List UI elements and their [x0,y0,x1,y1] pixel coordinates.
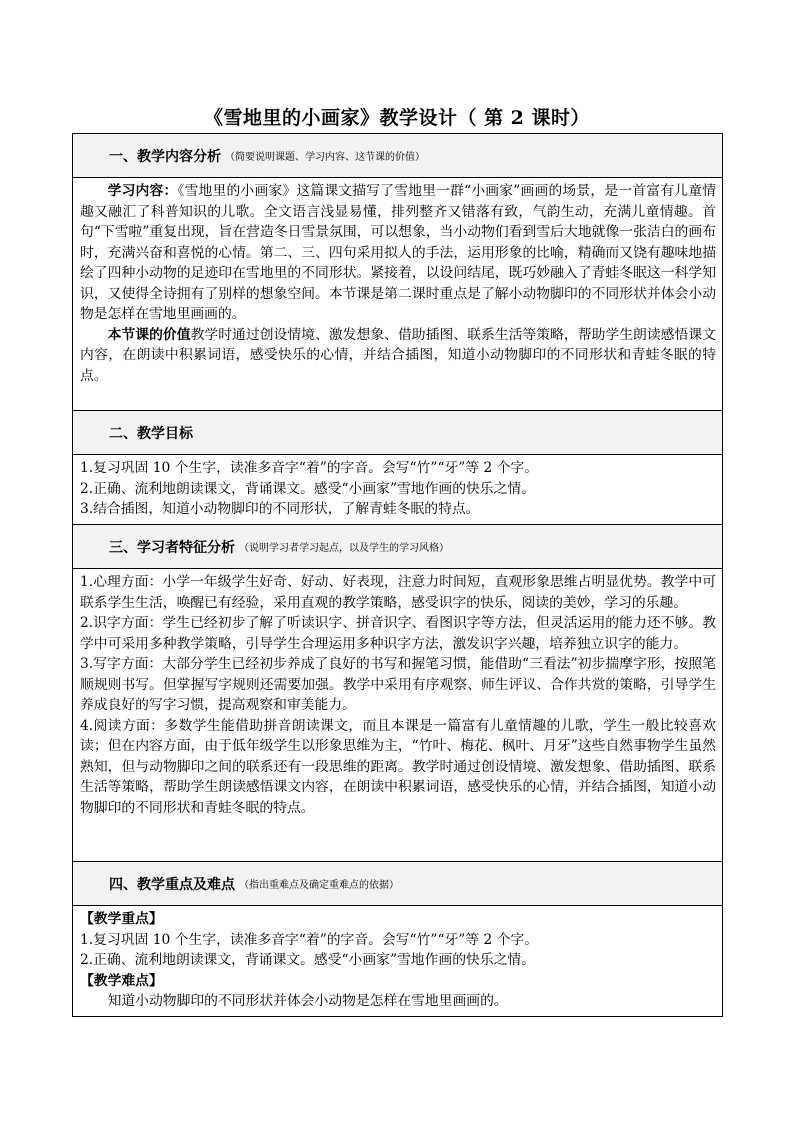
learner-item: 3.写字方面：大部分学生已经初步养成了良好的书写和握笔习惯，能借助“三看法”初步揣摩字形，按照笔顺规则书写。但掌握写字规则还需要加强。教学中采用有序观察、师生评议、合作共赏的策略，引导学生养成良好的写字习惯，提高观察和审美能力。 [80,656,716,713]
section-3-body [73,569,722,862]
content-label: 学习内容： [107,183,178,199]
section-4-heading: 四、教学重点及难点 [109,876,235,893]
section-4-note: （指出重难点及确定重难点的依据） [239,880,399,891]
difficult-points-label: 【教学难点】 [80,972,163,989]
difficult-point-text: 知道小动物脚印的不同形状并体会小动物是怎样在雪地里画画的。 [107,993,508,1009]
value-label: 本节课的价值 [107,326,191,343]
goal-item: 3.结合插图，知道小动物脚印的不同形状，了解青蛙冬眠的特点。 [80,501,480,517]
learner-item: 2.识字方面：学生已经初步了解了听读识字、拼音识字、看图识字等方法，但灵活运用的能力还不够。教学中可采用多种教学策略，引导学生合理运用多种识字方法，激发识字兴趣，培养独立识字的能力。 [80,615,716,652]
learner-item: 1.心理方面：小学一年级学生好奇、好动、好表现，注意力时间短，直观形象思维占明显优势。教学中可联系学生生活，唤醒已有经验，采用直观的教学策略，感受识字的快乐，阅读的美妙，学习的乐趣。 [80,574,716,611]
section-1-header [73,134,722,178]
key-point-item: 2.正确、流利地朗读课文，背诵课文。感受“小画家”雪地作画的快乐之情。 [80,952,535,968]
lesson-plan-table [72,133,723,1017]
section-2-body [73,455,722,525]
content-text: 《雪地里的小画家》这篇课文描写了雪地里一群“小画家”画画的场景，是一首富有儿童情趣又融汇了科普知识的儿歌。全文语言浅显易懂，排列整齐又错落有致，气韵生动，充满儿童情趣。首句“下雪啦”重复出现，旨在营造冬日雪景氛围，可以想象，当小动物们看到雪后大地就像一张洁白的画布时，充满兴奋和喜悦的心情。第二、三、四句采用拟人的手法，运用形象的比喻，精确而又饶有趣味地描绘了四种小动物的足迹印在雪地里的不同形状。紧接着，以设问结尾，既巧妙融入了青蛙冬眠这一科学知识，又使得全诗拥有了别样的想象空间。本节课是第二课时重点是了解小动物脚印的不同形状并体会小动物是怎样在雪地里画画的。 [80,183,716,322]
goal-item: 1.复习巩固 10 个生字，读准多音字“着”的字音。会写“竹”“牙”等 2 个字。 [80,460,539,476]
section-2-heading: 二、教学目标 [109,425,193,442]
section-3-heading: 三、学习者特征分析 [109,539,235,556]
section-4-body [73,906,722,1017]
key-points-label: 【教学重点】 [80,911,163,927]
page-title: 《雪地里的小画家》教学设计（ 第 2 课时） [203,107,591,129]
value-text: 教学时通过创设情境、激发想象、借助插图、联系生活等策略，帮助学生朗读感悟课文内容，在朗读中积累词语，感受快乐的心情，并结合插图，知道小动物脚印的不同形状和青蛙冬眠的特点。 [80,326,716,384]
section-3-header [73,525,722,569]
section-4-header [73,862,722,906]
section-3-note: （说明学习者学习起点，以及学生的学习风格） [239,543,449,554]
section-1-heading: 一、教学内容分析 [109,148,221,165]
key-point-item: 1.复习巩固 10 个生字，读准多音字“着”的字音。会写“竹”“牙”等 2 个字。 [80,931,539,948]
section-2-header [73,411,722,455]
content-paragraph [80,181,716,325]
learner-item: 4.阅读方面：多数学生能借助拼音朗读课文，而且本课是一篇富有儿童情趣的儿歌，学生一般比较喜欢读；但在内容方面，由于低年级学生以形象思维为主，“竹叶、梅花、枫叶、月牙”这些自然事物学生虽然熟知，但与动物脚印之间的联系还有一段思维的距离。教学时通过创设情境、激发想象、借助插图、联系生活等策略，帮助学生朗读感悟课文内容，在朗读中积累词语，感受快乐的心情，并结合插图，知道小动物脚印的不同形状和青蛙冬眠的特点。 [80,717,716,816]
section-1-body [73,178,722,411]
value-paragraph [80,325,716,387]
goal-item: 2.正确、流利地朗读课文，背诵课文。感受“小画家”雪地作画的快乐之情。 [80,480,535,497]
section-1-note: （简要说明课题、学习内容、这节课的价值） [225,152,425,163]
